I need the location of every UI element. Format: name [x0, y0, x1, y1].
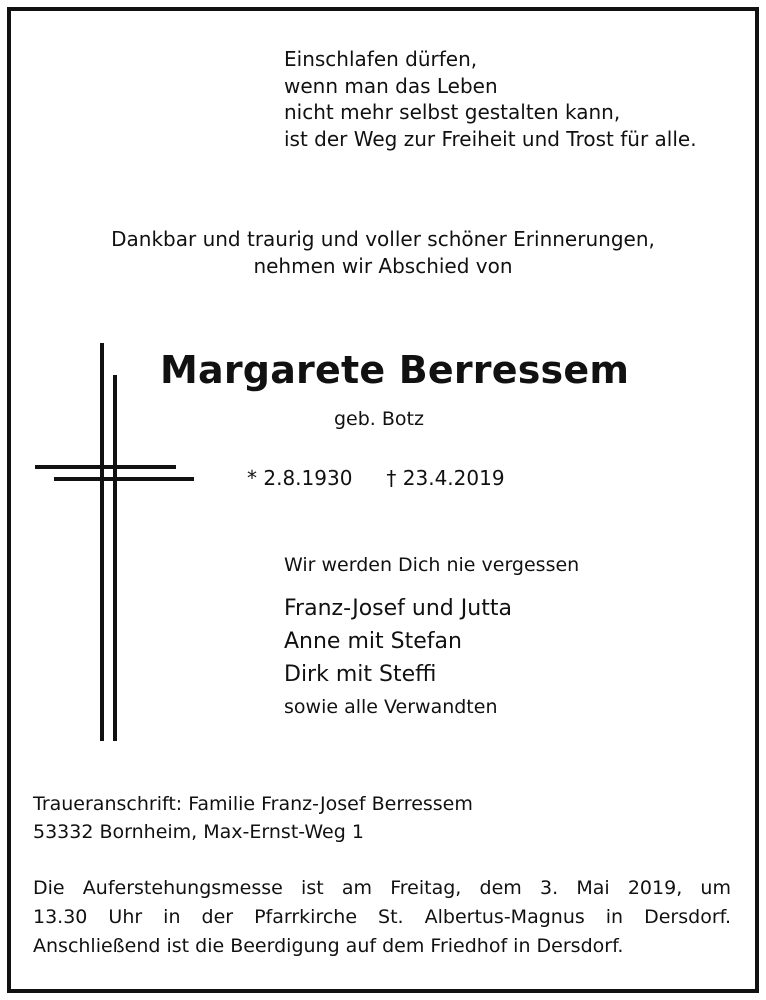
service-line: Die Auferstehungsmesse ist am Freitag, dem 3. Mai 2019, um	[33, 877, 731, 899]
poem-line: Einschlafen dürfen,	[284, 47, 478, 71]
address-line: Traueranschrift: Familie Franz-Josef Berressem	[33, 793, 473, 815]
family-member: Anne mit Stefan	[284, 629, 462, 654]
life-dates	[247, 466, 505, 490]
family-list	[284, 592, 512, 691]
relatives-line: sowie alle Verwandten	[284, 696, 498, 718]
poem-line: wenn man das Leben	[284, 73, 498, 98]
cross-horizontal-bar-2	[54, 477, 194, 481]
mourning-address	[33, 790, 473, 846]
family-member: Franz-Josef und Jutta	[284, 596, 512, 621]
death-date: † 23.4.2019	[386, 466, 505, 490]
service-line: 13.30 Uhr in der Pfarrkirche St. Albertus-Magnus in Dersdorf.	[33, 906, 731, 928]
intro-line: nehmen wir Abschied von	[253, 254, 513, 278]
cross-vertical-bar-1	[100, 343, 104, 741]
intro-line: Dankbar und traurig und voller schöner Erinnerungen,	[111, 227, 655, 251]
cross-vertical-bar-2	[113, 375, 117, 741]
poem-line: ist der Weg zur Freiheit und Trost für alle.	[284, 127, 697, 152]
address-line: 53332 Bornheim, Max-Ernst-Weg 1	[33, 821, 364, 843]
birth-name: geb. Botz	[334, 408, 424, 430]
service-line: Anschließend ist die Beerdigung auf dem Friedhof in Dersdorf.	[33, 935, 624, 957]
mourning-message: Wir werden Dich nie vergessen	[284, 554, 580, 576]
family-member: Dirk mit Steffi	[284, 662, 437, 687]
poem-line: nicht mehr selbst gestalten kann,	[284, 100, 621, 125]
birth-date: * 2.8.1930	[247, 466, 353, 490]
deceased-name: Margarete Berressem	[160, 348, 630, 392]
cross-horizontal-bar-1	[35, 465, 176, 469]
service-notice	[33, 874, 731, 961]
